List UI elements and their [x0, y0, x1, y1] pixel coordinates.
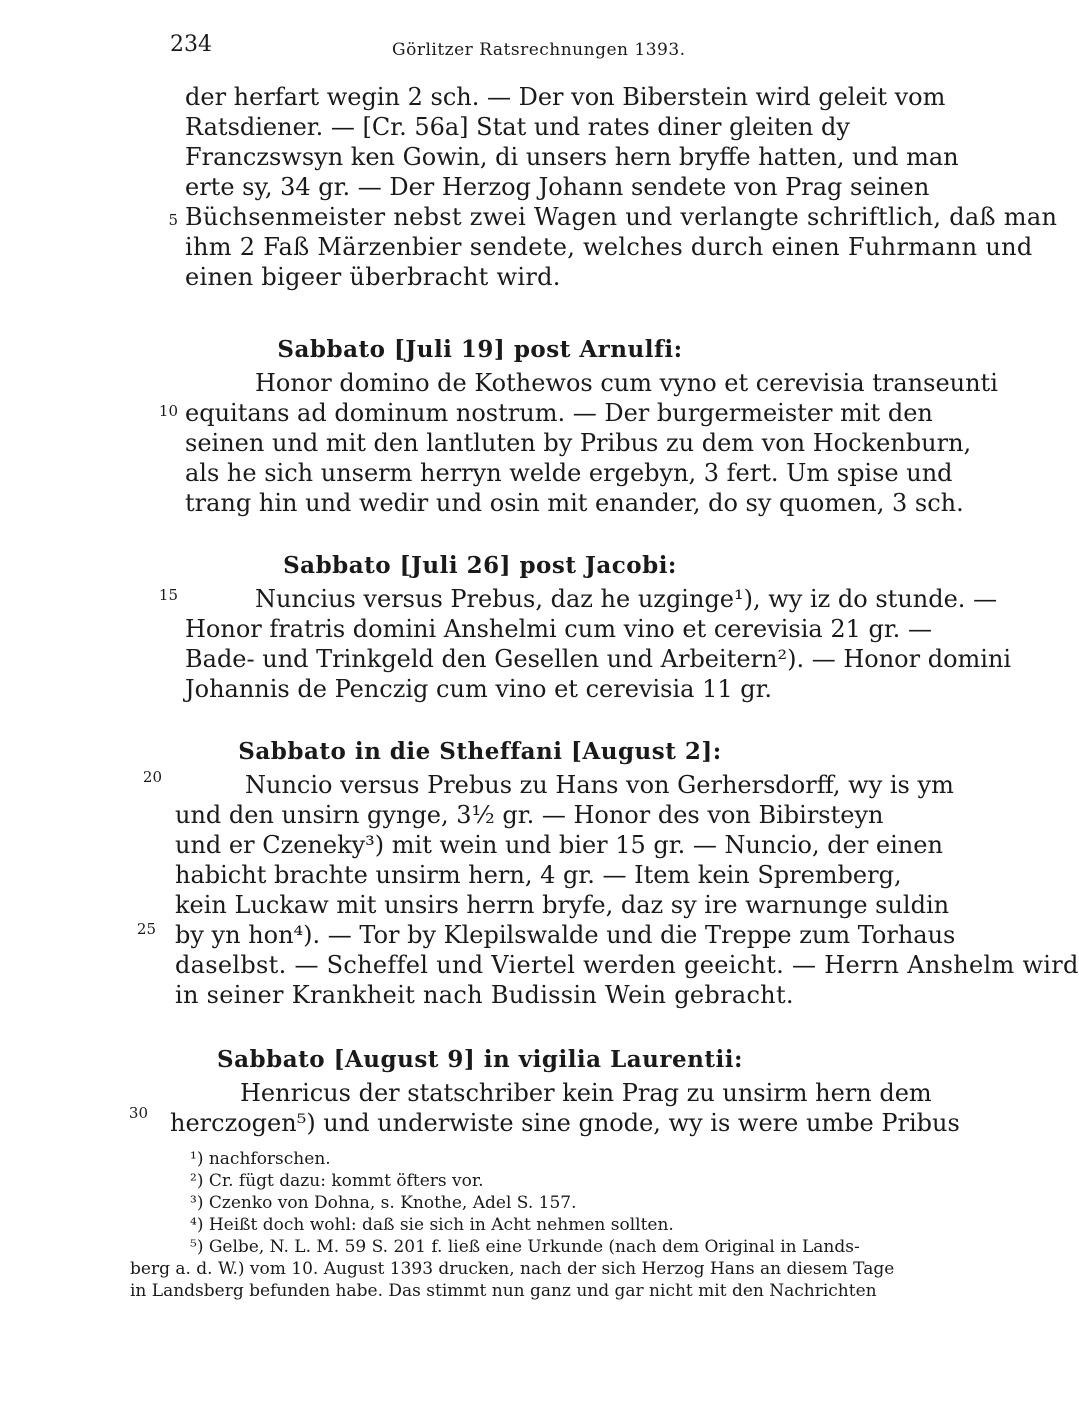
paragraph-section3	[175, 770, 1079, 1010]
text-line: in seiner Krankheit nach Budissin Wein gebracht.	[175, 981, 794, 1009]
text-line: und er Czeneky³) mit wein und bier 15 gr. — Nuncio, der einen	[175, 831, 943, 859]
footnote: ³) Czenko von Dohna, s. Knothe, Adel S. 157.	[190, 1193, 577, 1213]
line-number: 10	[158, 402, 178, 420]
section-heading: Sabbato in die Stheffani [August 2]:	[238, 738, 722, 765]
page-header	[170, 30, 730, 70]
text-line: und den unsirn gynge, 3½ gr. — Honor des von Bibirsteyn	[175, 801, 884, 829]
text-line: Honor domino de Kothewos cum vyno et cerevisia transeunti	[255, 369, 998, 397]
line-number: 15	[158, 586, 178, 604]
text-line: Nuncius versus Prebus, daz he uzginge¹), wy iz do stunde. —	[255, 585, 998, 613]
footnote: ¹) nachforschen.	[190, 1149, 331, 1169]
footnote: ²) Cr. fügt dazu: kommt öfters vor.	[190, 1171, 484, 1191]
text-line: equitans ad dominum nostrum. — Der burgermeister mit den	[185, 399, 933, 427]
line-number: 30	[128, 1104, 148, 1122]
text-line: Bade- und Trinkgeld den Gesellen und Arbeitern²). — Honor domini	[185, 645, 1012, 673]
paragraph-section1	[185, 368, 998, 518]
running-title: Görlitzer Ratsrechnungen 1393.	[392, 40, 686, 60]
paragraph-section2	[185, 584, 1012, 704]
footnote: ⁴) Heißt doch wohl: daß sie sich in Acht nehmen sollten.	[190, 1215, 674, 1235]
text-line: kein Luckaw mit unsirs herrn bryfe, daz sy ire warnunge suldin	[175, 891, 950, 919]
text-line: der herfart wegin 2 sch. — Der von Biberstein wird geleit vom	[185, 83, 946, 111]
footnote: berg a. d. W.) vom 10. August 1393 drucken, nach der sich Herzog Hans an diesem Tage	[130, 1259, 895, 1279]
text-line: daselbst. — Scheffel und Viertel werden geeicht. — Herrn Anshelm wird	[175, 951, 1079, 979]
text-line: habicht brachte unsirm hern, 4 gr. — Item kein Spremberg,	[175, 861, 902, 889]
section-heading: Sabbato [August 9] in vigilia Laurentii:	[217, 1046, 743, 1073]
section-heading: Sabbato [Juli 26] post Jacobi:	[283, 552, 677, 579]
text-line: Henricus der statschriber kein Prag zu unsirm hern dem	[240, 1079, 932, 1107]
paragraph-section4	[170, 1078, 960, 1138]
text-line: ihm 2 Faß Märzenbier sendete, welches durch einen Fuhrmann und	[185, 233, 1033, 261]
text-line: Franczswsyn ken Gowin, di unsers hern bryffe hatten, und man	[185, 143, 959, 171]
text-line: trang hin und wedir und osin mit enander, do sy quomen, 3 sch.	[185, 489, 964, 517]
footnotes	[130, 1148, 910, 1302]
paragraph-intro	[185, 82, 1058, 292]
text-line: Ratsdiener. — [Cr. 56a] Stat und rates diner gleiten dy	[185, 113, 850, 141]
footnote: ⁵) Gelbe, N. L. M. 59 S. 201 f. ließ eine Urkunde (nach dem Original in Lands-	[190, 1237, 860, 1257]
text-line: als he sich unserm herryn welde ergebyn, 3 fert. Um spise und	[185, 459, 953, 487]
section-heading: Sabbato [Juli 19] post Arnulfi:	[277, 336, 683, 363]
page-number: 234	[170, 32, 212, 57]
text-line: herczogen⁵) und underwiste sine gnode, wy is were umbe Pribus	[170, 1109, 960, 1137]
text-line: Büchsenmeister nebst zwei Wagen und verlangte schriftlich, daß man	[185, 203, 1058, 231]
line-number: 5	[168, 211, 178, 229]
line-number: 25	[136, 920, 156, 938]
footnote: in Landsberg befunden habe. Das stimmt nun ganz und gar nicht mit den Nachrichten	[130, 1281, 877, 1301]
text-line: erte sy, 34 gr. — Der Herzog Johann sendete von Prag seinen	[185, 173, 930, 201]
text-line: Honor fratris domini Anshelmi cum vino et cerevisia 21 gr. —	[185, 615, 932, 643]
text-line: Johannis de Penczig cum vino et cerevisia 11 gr.	[185, 675, 773, 703]
line-number: 20	[142, 768, 162, 786]
text-line: seinen und mit den lantluten by Pribus zu dem von Hockenburn,	[185, 429, 972, 457]
text-line: by yn hon⁴). — Tor by Klepilswalde und die Treppe zum Torhaus	[175, 921, 956, 949]
text-line: Nuncio versus Prebus zu Hans von Gerhersdorff, wy is ym	[245, 771, 954, 799]
text-line: einen bigeer überbracht wird.	[185, 263, 561, 291]
